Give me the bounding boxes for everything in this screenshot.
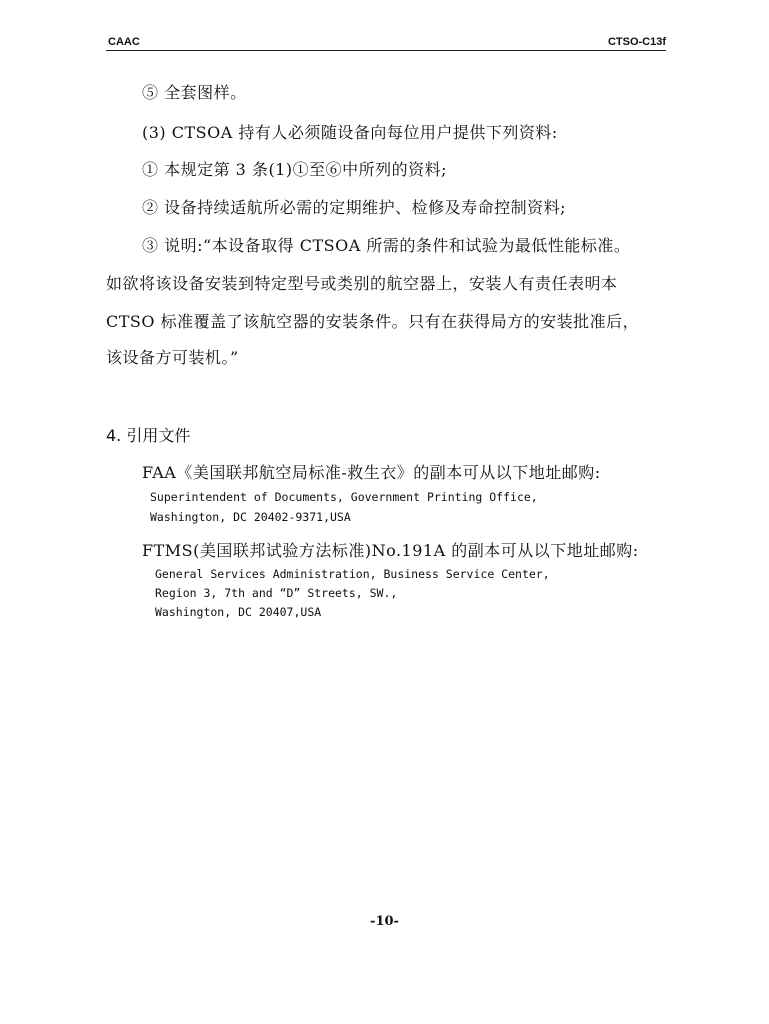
- sub-item-3-line-1: ③ 说明:“本设备取得 CTSOA 所需的条件和试验为最低性能标准。: [142, 236, 631, 255]
- sub-item-3-line-2: 如欲将该设备安装到特定型号或类别的航空器上，安装人有责任表明本: [106, 274, 618, 293]
- header-right-label: CTSO-C13f: [607, 36, 666, 48]
- page-number: -10-: [370, 914, 399, 929]
- ftms-address-line-3: Washington, DC 20407,USA: [155, 605, 322, 619]
- sub-item-3-line-4: 该设备方可装机。”: [106, 348, 239, 367]
- faa-reference-line: FAA《美国联邦航空局标准-救生衣》的副本可从以下地址邮购:: [142, 463, 601, 482]
- page-header: [106, 36, 666, 51]
- ftms-address-line-1: General Services Administration, Business Service Center,: [155, 567, 550, 581]
- sub-item-3-line-3: CTSO 标准覆盖了该航空器的安装条件。只有在获得局方的安装批准后，: [106, 312, 640, 331]
- item-5-line: ⑤ 全套图样。: [142, 83, 247, 102]
- ftms-address-line-2: Region 3, 7th and “D” Streets, SW.,: [155, 586, 398, 600]
- sub-item-1: ① 本规定第 3 条(1)①至⑥中所列的资料;: [142, 160, 447, 179]
- sub-item-2: ② 设备持续适航所必需的定期维护、检修及寿命控制资料;: [142, 198, 566, 217]
- faa-address-line-2: Washington, DC 20402-9371,USA: [150, 510, 351, 524]
- item-3-intro: (3) CTSOA 持有人必须随设备向每位用户提供下列资料:: [142, 123, 558, 142]
- header-left-label: CAAC: [108, 36, 140, 48]
- ftms-reference-line: FTMS(美国联邦试验方法标准)No.191A 的副本可从以下地址邮购:: [142, 541, 639, 560]
- section-4-heading: 4. 引用文件: [106, 426, 191, 445]
- faa-address-line-1: Superintendent of Documents, Government Printing Office,: [150, 490, 538, 504]
